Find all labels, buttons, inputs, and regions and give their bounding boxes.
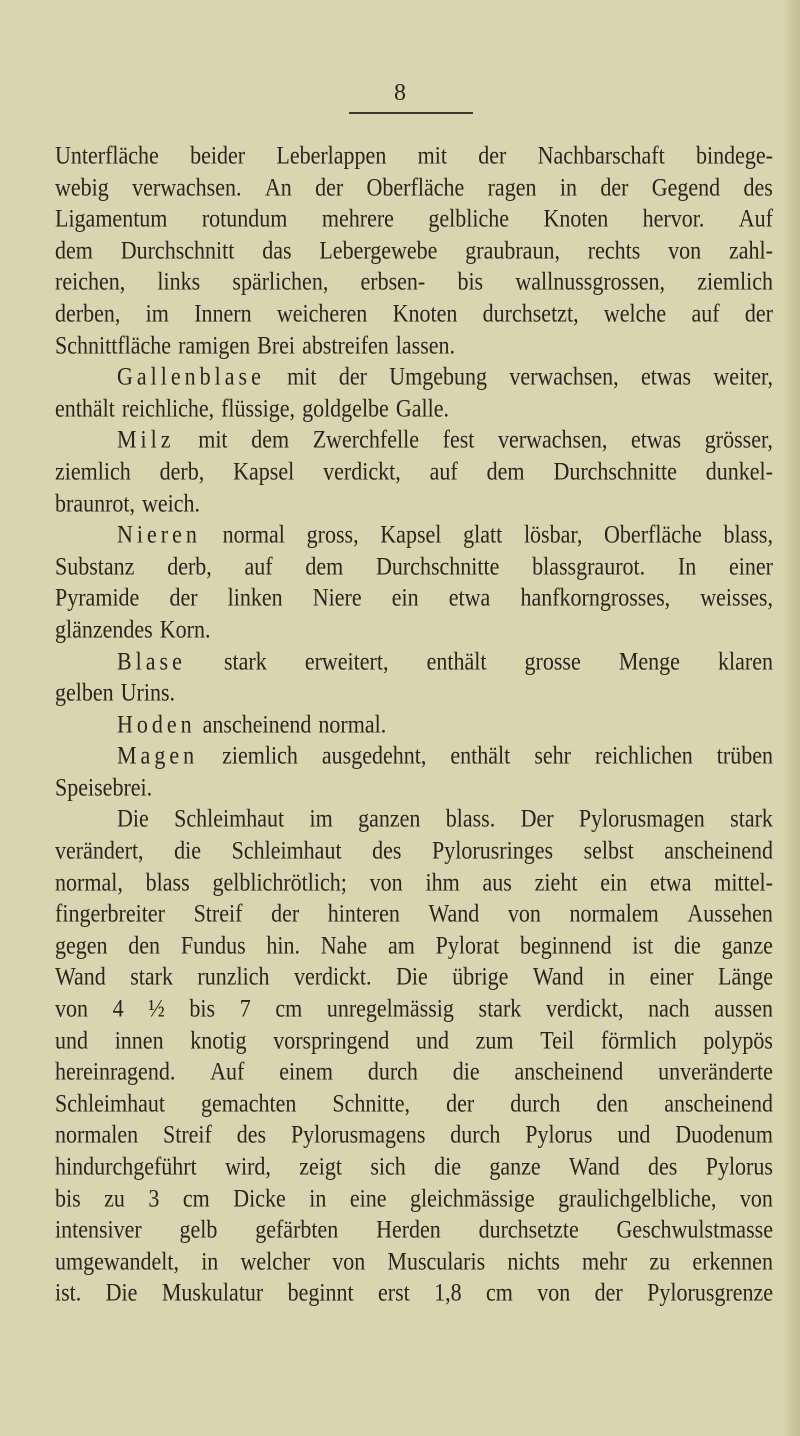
word: ist. bbox=[55, 1278, 82, 1307]
word: unveränderte bbox=[658, 1056, 773, 1086]
word: Pylorusmagens bbox=[290, 1120, 426, 1149]
word: Umgebung bbox=[389, 361, 487, 391]
word: Schleimhaut bbox=[55, 1088, 165, 1118]
word: Geschwulstmasse bbox=[616, 1214, 773, 1244]
word: einer bbox=[649, 962, 694, 991]
word: flüssige, bbox=[221, 393, 296, 423]
spaced-heading-word: Magen bbox=[117, 740, 199, 770]
word: Streif bbox=[162, 1120, 212, 1149]
word: in bbox=[309, 1183, 327, 1213]
word: normalem bbox=[569, 898, 659, 928]
word: ganzen bbox=[358, 804, 421, 833]
word: die bbox=[673, 930, 701, 960]
word: Urins. bbox=[120, 677, 176, 707]
word: Der bbox=[520, 804, 554, 833]
spaced-heading-word: Blase bbox=[117, 646, 186, 675]
word: gross, bbox=[306, 519, 359, 549]
word: die bbox=[434, 1151, 461, 1181]
word: Auf bbox=[738, 203, 773, 233]
word: verwachsen. bbox=[132, 172, 242, 202]
word: abstreifen bbox=[302, 330, 389, 360]
word: normal, bbox=[55, 867, 123, 897]
word: auf bbox=[691, 298, 720, 328]
word: webig bbox=[55, 172, 109, 202]
word: einem bbox=[279, 1056, 333, 1086]
page-number: 8 bbox=[394, 80, 406, 106]
word: Fundus bbox=[180, 930, 246, 960]
word: auf bbox=[244, 551, 273, 581]
word: des bbox=[743, 172, 773, 202]
word: normal. bbox=[318, 709, 387, 739]
word: derb, bbox=[159, 456, 205, 486]
word: klaren bbox=[717, 646, 773, 675]
word: reichlichen bbox=[595, 740, 693, 770]
page-edge-shadow bbox=[782, 0, 800, 1436]
word: der bbox=[338, 361, 367, 391]
word: sehr bbox=[534, 740, 571, 770]
word: Pylorat bbox=[435, 930, 500, 960]
word: in bbox=[559, 172, 577, 202]
word: etwa bbox=[649, 867, 692, 897]
word: fingerbreiter bbox=[55, 898, 165, 928]
word: bis bbox=[55, 1183, 81, 1213]
word: weicheren bbox=[276, 298, 368, 328]
word: reichen, bbox=[55, 267, 126, 296]
word: erbsen- bbox=[360, 267, 426, 296]
word: grosse bbox=[524, 646, 581, 675]
word: weich. bbox=[142, 488, 201, 517]
word: derben, bbox=[55, 298, 121, 328]
word: Innern bbox=[194, 298, 252, 328]
word: Knoten bbox=[392, 298, 458, 328]
word: polypös bbox=[703, 1025, 773, 1055]
word: grösser, bbox=[704, 425, 773, 454]
word: hervor. bbox=[642, 203, 705, 233]
word: des bbox=[648, 1151, 678, 1181]
word: hin. bbox=[266, 930, 301, 960]
word: Gegend bbox=[651, 172, 721, 202]
word: beginnend bbox=[519, 930, 612, 960]
word: Herden bbox=[376, 1214, 441, 1244]
word: des bbox=[236, 1120, 267, 1149]
word: der bbox=[478, 140, 507, 170]
word: Wand bbox=[532, 962, 584, 991]
word: Menge bbox=[618, 646, 680, 675]
word: Die bbox=[105, 1278, 138, 1307]
word: wird, bbox=[225, 1151, 271, 1181]
word: cm bbox=[182, 1183, 210, 1213]
word: unregelmässig bbox=[326, 993, 454, 1023]
word: ganze bbox=[489, 1151, 541, 1181]
word: in bbox=[201, 1246, 219, 1276]
word: Zwerchfelle bbox=[312, 425, 419, 454]
word: verwachsen, bbox=[498, 425, 608, 454]
word: anscheinend bbox=[664, 835, 773, 865]
word: Aussehen bbox=[687, 898, 773, 928]
word: erst bbox=[378, 1278, 410, 1307]
word: Duodenum bbox=[675, 1120, 773, 1149]
word: förmlich bbox=[600, 1025, 677, 1055]
word: nach bbox=[648, 993, 690, 1023]
word: 7 bbox=[239, 993, 251, 1023]
word: von bbox=[668, 235, 702, 265]
word: Die bbox=[395, 962, 428, 991]
word: Nachbarschaft bbox=[537, 140, 665, 170]
word: stark bbox=[478, 993, 522, 1023]
word: Dicke bbox=[233, 1183, 286, 1213]
word: gelblichrötlich; bbox=[212, 867, 347, 897]
word: Muskulatur bbox=[161, 1278, 264, 1307]
word: lösbar, bbox=[523, 519, 583, 549]
word: linken bbox=[227, 583, 283, 612]
word: glänzendes bbox=[55, 614, 153, 644]
word: Pylorus bbox=[525, 1120, 593, 1149]
word: anscheinend bbox=[202, 709, 312, 739]
word: ragen bbox=[487, 172, 537, 202]
word: glatt bbox=[463, 519, 503, 549]
word: blass. bbox=[445, 804, 496, 833]
word: Schnittfläche bbox=[55, 330, 172, 360]
word: An bbox=[264, 172, 292, 202]
word: im bbox=[145, 298, 169, 328]
text-line bbox=[55, 742, 773, 774]
word: ausgedehnt, bbox=[321, 740, 427, 770]
word: der bbox=[446, 1088, 475, 1118]
text-line bbox=[55, 1279, 773, 1311]
word: enthält bbox=[426, 646, 487, 675]
word: blass, bbox=[723, 519, 773, 549]
word: und bbox=[55, 1025, 88, 1055]
word: Durchschnitte bbox=[553, 456, 677, 486]
header-rule bbox=[349, 112, 473, 114]
word: gelben bbox=[55, 677, 114, 707]
word: Lebergewebe bbox=[319, 235, 438, 265]
word: gleichmässige bbox=[410, 1183, 535, 1213]
word: ramigen bbox=[178, 330, 251, 360]
word: runzlich bbox=[197, 962, 270, 991]
word: reichliche, bbox=[121, 393, 215, 423]
word: Pylorus bbox=[705, 1151, 773, 1181]
word: die bbox=[174, 835, 202, 865]
word: bis bbox=[457, 267, 484, 296]
word: zum bbox=[475, 1025, 514, 1055]
word: Kapsel bbox=[380, 519, 442, 549]
word: hanfkorngrosses, bbox=[520, 583, 671, 612]
word: gefärbten bbox=[255, 1214, 339, 1244]
word: Die bbox=[117, 804, 149, 833]
word: welcher bbox=[240, 1246, 311, 1276]
word: enthält bbox=[450, 740, 511, 770]
word: Durchschnitt bbox=[120, 235, 235, 265]
word: gegen bbox=[55, 930, 108, 960]
word: weisses, bbox=[700, 583, 773, 612]
word: Pylorusmagen bbox=[578, 804, 705, 833]
word: den bbox=[128, 930, 161, 960]
word: sich bbox=[370, 1151, 406, 1181]
word: braunrot, bbox=[55, 488, 136, 517]
word: der bbox=[600, 172, 629, 202]
word: rechts bbox=[587, 235, 641, 265]
word: nichts bbox=[507, 1246, 560, 1276]
word: stark bbox=[730, 804, 773, 833]
word: gemachten bbox=[201, 1088, 297, 1118]
word: rotundum bbox=[201, 203, 288, 233]
word: enthält bbox=[55, 393, 115, 423]
word: Substanz bbox=[55, 551, 135, 581]
word: spärlichen, bbox=[232, 267, 329, 296]
body-text bbox=[55, 142, 773, 1311]
word: ziemlich bbox=[55, 456, 131, 486]
word: Schnitte, bbox=[332, 1088, 411, 1118]
word: ziemlich bbox=[222, 740, 298, 770]
word: Galle. bbox=[395, 393, 449, 423]
word: dem bbox=[251, 425, 290, 454]
word: zu bbox=[104, 1183, 125, 1213]
word: mit bbox=[287, 361, 317, 391]
word: mit bbox=[417, 140, 447, 170]
spaced-heading-word: Gallenblase bbox=[117, 361, 265, 391]
word: lassen. bbox=[395, 330, 456, 360]
word: In bbox=[677, 551, 697, 581]
word: der bbox=[271, 898, 300, 928]
word: ein bbox=[600, 867, 628, 897]
word: mehr bbox=[582, 1246, 628, 1276]
word: Wand bbox=[428, 898, 480, 928]
word: Teil bbox=[540, 1025, 575, 1055]
word: Schleimhaut bbox=[231, 835, 342, 865]
word: Nahe bbox=[320, 930, 368, 960]
word: ist bbox=[632, 930, 654, 960]
spaced-heading-word: Milz bbox=[117, 425, 175, 454]
word: mittel- bbox=[714, 867, 773, 897]
word: dem bbox=[305, 551, 344, 581]
word: Muscularis bbox=[387, 1246, 486, 1276]
word: anscheinend bbox=[514, 1056, 624, 1086]
word: Pylorusringes bbox=[432, 835, 554, 865]
word: gelbliche bbox=[428, 203, 509, 233]
word: ½ bbox=[148, 993, 165, 1023]
word: fest bbox=[442, 425, 475, 454]
word: Brei bbox=[257, 330, 296, 360]
word: links bbox=[157, 267, 201, 296]
word: einer bbox=[728, 551, 773, 581]
word: durchsetzt, bbox=[482, 298, 579, 328]
word: beginnt bbox=[287, 1278, 354, 1307]
word: eine bbox=[349, 1183, 387, 1213]
word: und bbox=[617, 1120, 651, 1149]
word: selbst bbox=[583, 835, 634, 865]
word: Leberlappen bbox=[276, 140, 387, 170]
word: bindege- bbox=[696, 140, 773, 170]
word: übrige bbox=[452, 962, 509, 991]
word: bis bbox=[189, 993, 216, 1023]
word: zeigt bbox=[299, 1151, 342, 1181]
spaced-heading-word: Hoden bbox=[117, 709, 196, 739]
word: verdickt. bbox=[293, 962, 372, 991]
word: derb, bbox=[167, 551, 212, 581]
word: in bbox=[608, 962, 626, 991]
word: innen bbox=[114, 1025, 164, 1055]
word: dem bbox=[55, 235, 93, 265]
word: Speisebrei. bbox=[55, 772, 153, 802]
word: die bbox=[452, 1056, 480, 1086]
word: von bbox=[55, 993, 88, 1023]
word: Ligamentum bbox=[55, 203, 168, 233]
word: verändert, bbox=[55, 835, 144, 865]
word: zieht bbox=[534, 867, 578, 897]
word: 4 bbox=[112, 993, 124, 1023]
word: hinteren bbox=[327, 898, 400, 928]
word: Oberfläche bbox=[366, 172, 465, 202]
word: etwas bbox=[631, 425, 682, 454]
word: der bbox=[169, 583, 198, 612]
word: trüben bbox=[716, 740, 773, 770]
word: erkennen bbox=[692, 1246, 773, 1276]
word: Durchschnitte bbox=[375, 551, 500, 581]
word: Pylorusgrenze bbox=[647, 1278, 773, 1307]
word: gelb bbox=[179, 1214, 218, 1244]
word: durchsetzte bbox=[478, 1214, 579, 1244]
word: normalen bbox=[55, 1120, 139, 1149]
word: goldgelbe bbox=[302, 393, 389, 423]
word: graubraun, bbox=[465, 235, 560, 265]
word: hereinragend. bbox=[55, 1056, 176, 1086]
word: der bbox=[594, 1278, 623, 1307]
word: welche bbox=[603, 298, 667, 328]
word: cm bbox=[275, 993, 303, 1023]
word: von bbox=[369, 867, 403, 897]
word: ihm bbox=[425, 867, 460, 897]
word: aus bbox=[482, 867, 512, 897]
word: durch bbox=[510, 1088, 561, 1118]
word: das bbox=[262, 235, 292, 265]
word: etwa bbox=[448, 583, 491, 612]
word: Streif bbox=[193, 898, 243, 928]
word: Länge bbox=[718, 962, 773, 991]
word: von bbox=[507, 898, 541, 928]
word: hindurchgeführt bbox=[55, 1151, 197, 1181]
word: umgewandelt, bbox=[55, 1246, 180, 1276]
word: den bbox=[596, 1088, 629, 1118]
word: erweitert, bbox=[304, 646, 389, 675]
word: von bbox=[332, 1246, 366, 1276]
word: zu bbox=[649, 1246, 671, 1276]
word: dem bbox=[486, 456, 525, 486]
word: 1,8 bbox=[434, 1278, 462, 1307]
word: weiter, bbox=[713, 361, 773, 391]
word: ein bbox=[391, 583, 419, 612]
word: vorspringend bbox=[273, 1025, 390, 1055]
word: 3 bbox=[148, 1183, 160, 1213]
word: Wand bbox=[55, 962, 106, 991]
word: dunkel- bbox=[705, 456, 773, 486]
word: beider bbox=[190, 140, 246, 170]
word: verdickt, bbox=[545, 993, 624, 1023]
word: auf bbox=[429, 456, 458, 486]
word: ganze bbox=[721, 930, 773, 960]
word: verdickt, bbox=[323, 456, 401, 486]
word: im bbox=[309, 804, 333, 833]
word: aussen bbox=[714, 993, 773, 1023]
word: und bbox=[415, 1025, 449, 1055]
word: durch bbox=[367, 1056, 418, 1086]
word: Unterfläche bbox=[55, 140, 159, 170]
word: stark bbox=[223, 646, 267, 675]
word: Pyramide bbox=[55, 583, 140, 612]
word: blass bbox=[145, 867, 190, 897]
word: Wand bbox=[568, 1151, 620, 1181]
word: etwas bbox=[640, 361, 692, 391]
word: graulichgelbliche, bbox=[558, 1183, 717, 1213]
word: von bbox=[537, 1278, 571, 1307]
word: von bbox=[739, 1183, 773, 1213]
word: verwachsen, bbox=[509, 361, 619, 391]
word: zahl- bbox=[728, 235, 773, 265]
word: intensiver bbox=[55, 1214, 142, 1244]
word: Korn. bbox=[159, 614, 211, 644]
word: Schleimhaut bbox=[174, 804, 285, 833]
word: ziemlich bbox=[697, 267, 773, 296]
word: am bbox=[387, 930, 415, 960]
word: normal bbox=[222, 519, 285, 549]
word: Kapsel bbox=[233, 456, 295, 486]
word: mit bbox=[198, 425, 228, 454]
word: Niere bbox=[312, 583, 362, 612]
word: wallnussgrossen, bbox=[515, 267, 666, 296]
word: der bbox=[744, 298, 773, 328]
word: anscheinend bbox=[664, 1088, 773, 1118]
word: durch bbox=[450, 1120, 501, 1149]
word: Auf bbox=[210, 1056, 245, 1086]
word: der bbox=[315, 172, 344, 202]
spaced-heading-word: Nieren bbox=[117, 519, 201, 549]
word: Oberfläche bbox=[604, 519, 702, 549]
word: mehrere bbox=[321, 203, 394, 233]
word: stark bbox=[130, 962, 173, 991]
word: knotig bbox=[190, 1025, 247, 1055]
word: des bbox=[372, 835, 402, 865]
word: blassgraurot. bbox=[532, 551, 646, 581]
word: cm bbox=[486, 1278, 513, 1307]
word: Knoten bbox=[543, 203, 609, 233]
